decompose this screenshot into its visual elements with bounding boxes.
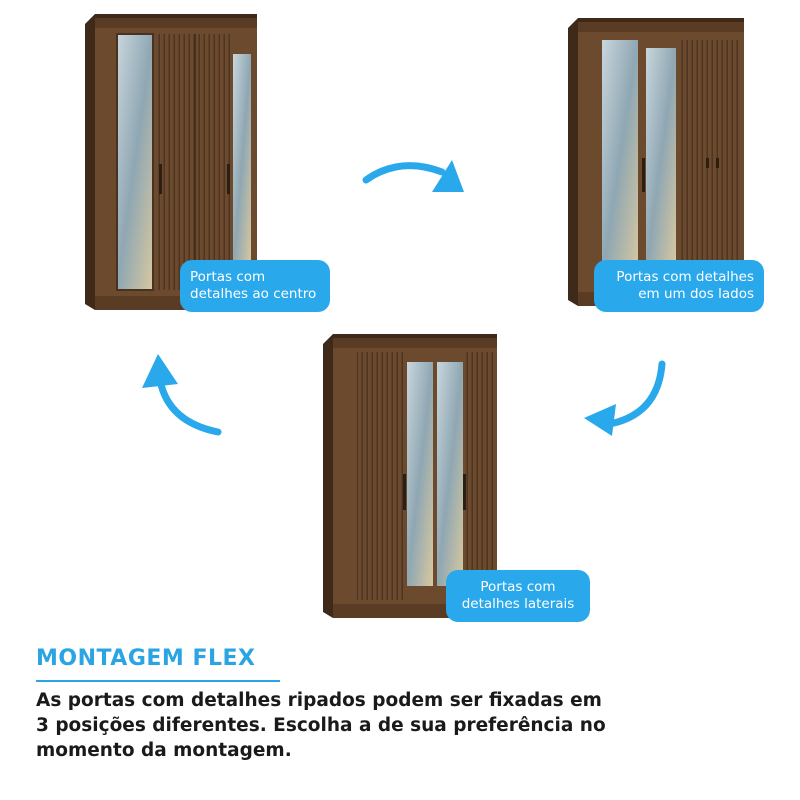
description-line-2: 3 posições diferentes. Escolha a de sua preferência no bbox=[36, 715, 606, 736]
arrow-down-left-icon bbox=[580, 360, 670, 440]
badge-center-line1: Portas com bbox=[190, 269, 266, 285]
badge-center-line2: detalhes ao centro bbox=[190, 286, 317, 302]
badge-one-side-line1: Portas com detalhes bbox=[616, 269, 754, 285]
badge-side-details bbox=[446, 570, 590, 622]
badge-sides-line1: Portas com bbox=[480, 579, 556, 595]
section-title: MONTAGEM FLEX bbox=[36, 646, 256, 671]
badge-center-details bbox=[180, 260, 330, 312]
arrow-up-left-icon bbox=[136, 350, 226, 440]
title-underline bbox=[36, 680, 280, 682]
description-line-3: momento da montagem. bbox=[36, 740, 292, 761]
badge-one-side-line2: em um dos lados bbox=[638, 286, 754, 302]
arrow-right-icon bbox=[360, 150, 470, 200]
description-line-1: As portas com detalhes ripados podem ser fixadas em bbox=[36, 690, 602, 711]
badge-sides-line2: detalhes laterais bbox=[461, 596, 575, 612]
description-text bbox=[36, 688, 626, 763]
badge-one-side-details bbox=[594, 260, 764, 312]
